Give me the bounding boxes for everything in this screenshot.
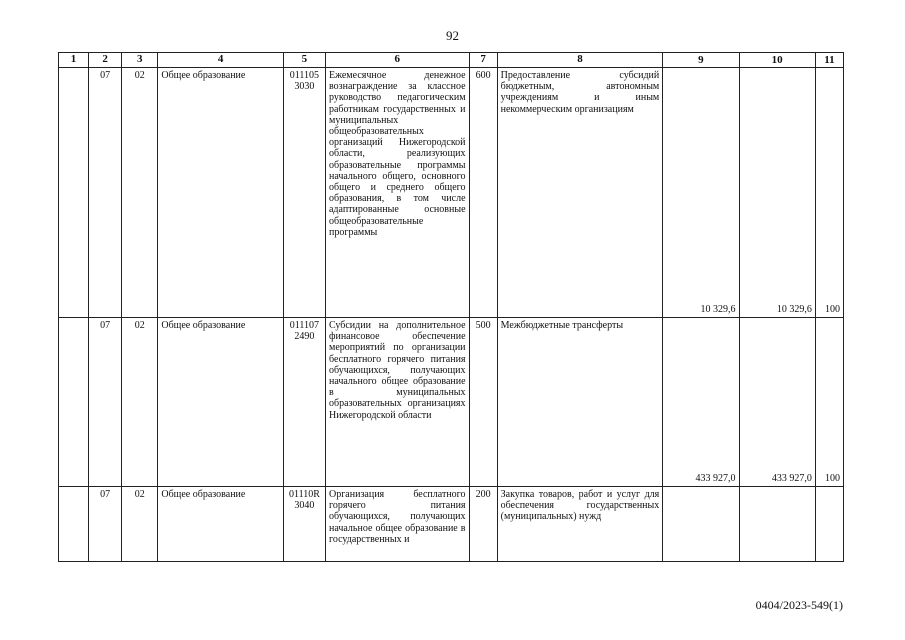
table-row (59, 487, 844, 562)
col-header-6: 6 (325, 53, 469, 68)
table-row (59, 318, 844, 487)
cell-section: 07 (89, 68, 122, 318)
col-header-3: 3 (122, 53, 158, 68)
cell-target-code: 011105 3030 (283, 68, 325, 318)
col-header-7: 7 (469, 53, 497, 68)
cell-planned-amount (663, 487, 739, 562)
cell-col1 (59, 318, 89, 487)
cell-executed-amount: 433 927,0 (739, 318, 815, 487)
col-header-11: 11 (815, 53, 843, 68)
cell-planned-amount: 10 329,6 (663, 68, 739, 318)
cell-expense-type: 200 (469, 487, 497, 562)
cell-executed-amount (739, 487, 815, 562)
header-row (59, 53, 844, 68)
cell-target-code: 01110R 3040 (283, 487, 325, 562)
budget-table (58, 52, 844, 562)
cell-target-name: Ежемесячное денежное вознаграждение за классное руководство педагогическим работникам государственных и муниципальных общеобразовательных организаций Нижегородской области, реализующих образовательные программы начального общего, основного общего и среднего общего образования, в том числе адаптированные основные общеобразовательные программы (325, 68, 469, 318)
col-header-1: 1 (59, 53, 89, 68)
col-header-8: 8 (497, 53, 663, 68)
col-header-10: 10 (739, 53, 815, 68)
cell-subsection: 02 (122, 318, 158, 487)
cell-col1 (59, 487, 89, 562)
cell-col1 (59, 68, 89, 318)
cell-expense-type: 600 (469, 68, 497, 318)
cell-expense-type-name: Закупка товаров, работ и услуг для обеспечения государственных (муниципальных) нужд (497, 487, 663, 562)
cell-section-name: Общее образование (158, 318, 283, 487)
cell-percent: 100 (815, 68, 843, 318)
cell-subsection: 02 (122, 487, 158, 562)
cell-target-code: 011107 2490 (283, 318, 325, 487)
col-header-9: 9 (663, 53, 739, 68)
cell-expense-type-name: Межбюджетные трансферты (497, 318, 663, 487)
col-header-4: 4 (158, 53, 283, 68)
cell-planned-amount: 433 927,0 (663, 318, 739, 487)
col-header-5: 5 (283, 53, 325, 68)
page-number: 92 (446, 28, 459, 43)
document-code: 0404/2023-549(1) (755, 598, 843, 612)
cell-percent (815, 487, 843, 562)
cell-executed-amount: 10 329,6 (739, 68, 815, 318)
table-row (59, 68, 844, 318)
cell-target-name: Субсидии на дополнительное финансовое обеспечение мероприятий по организации бесплатного горячего питания обучающихся, получающих начального общее образование в муниципальных образовательных организациях Нижегородской области (325, 318, 469, 487)
cell-target-name: Организация бесплатного горячего питания обучающихся, получающих начальное общее образование в государственных и (325, 487, 469, 562)
cell-subsection: 02 (122, 68, 158, 318)
cell-expense-type: 500 (469, 318, 497, 487)
cell-section-name: Общее образование (158, 68, 283, 318)
cell-percent: 100 (815, 318, 843, 487)
cell-section: 07 (89, 487, 122, 562)
cell-section-name: Общее образование (158, 487, 283, 562)
cell-expense-type-name: Предоставление субсидий бюджетным, автономным учреждениям и иным некоммерческим организациям (497, 68, 663, 318)
cell-section: 07 (89, 318, 122, 487)
col-header-2: 2 (89, 53, 122, 68)
